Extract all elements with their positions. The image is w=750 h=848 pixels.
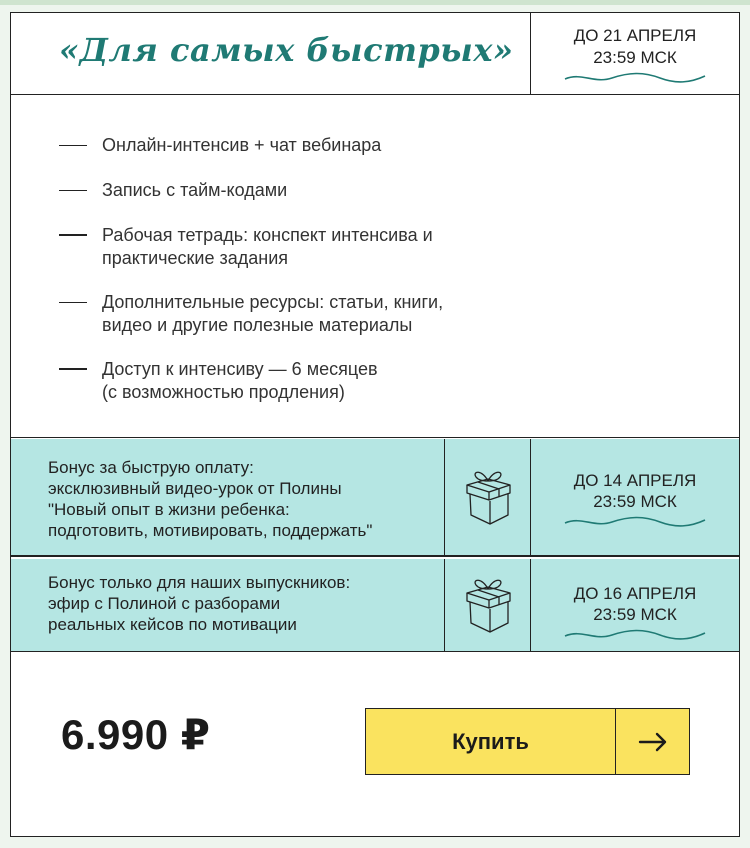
bonus-fast-payment [11,439,739,557]
deadline-date: ДО 14 АПРЕЛЯ [573,471,697,490]
feature-list [11,96,739,438]
feature-line: Дополнительные ресурсы: статьи, книги, [102,292,444,312]
tariff-title: «Для самых быстрых» [59,31,514,69]
bonus-gift-cell [444,559,530,651]
tariff-deadline [530,13,739,95]
deadline-time: 23:59 МСК [593,605,677,624]
deadline-time: 23:59 МСК [593,492,677,511]
wave-underline-icon [564,628,706,642]
dash-icon [59,368,87,370]
gift-icon [462,465,514,527]
bonus-line: реальных кейсов по мотивации [48,615,297,634]
dash-icon [59,234,87,236]
feature-line: (с возможностью продления) [102,382,345,402]
gift-icon [462,573,514,635]
bonus-line: эфир с Полиной с разборами [48,594,281,613]
bonus-text [48,457,448,541]
tariff-header [11,13,739,95]
feature-text [102,291,702,337]
deadline-date: ДО 21 АПРЕЛЯ [573,26,697,45]
wave-underline-icon [564,71,706,85]
bonus-line: подготовить, мотивировать, поддержать" [48,521,373,540]
bonus-line: Бонус за быструю оплату: [48,458,254,477]
bonus-deadline [530,439,739,555]
bonus-deadline [530,559,739,651]
feature-text [102,179,702,202]
feature-line: Рабочая тетрадь: конспект интенсива и [102,225,433,245]
wave-underline-icon [564,515,706,529]
dash-icon [59,145,87,146]
dash-icon [59,302,87,303]
feature-text [102,358,702,404]
bonus-line: "Новый опыт в жизни ребенка: [48,500,290,519]
tariff-card [10,12,740,837]
bonus-line: эксклюзивный видео-урок от Полины [48,479,342,498]
feature-line: Доступ к интенсиву — 6 месяцев [102,359,378,379]
bonus-graduates [11,559,739,652]
bonus-gift-cell [444,439,530,555]
bonus-text [48,572,448,635]
buy-button-label: Купить [452,729,529,754]
arrow-right-icon [638,732,668,752]
bonus-line: Бонус только для наших выпускников: [48,573,351,592]
deadline-time: 23:59 МСК [593,48,677,67]
top-strip [0,0,750,5]
feature-text [102,134,702,157]
buy-arrow-cell[interactable] [615,709,689,774]
feature-line: Онлайн-интенсив + чат вебинара [102,135,382,155]
price-value: 6.990 ₽ [61,711,211,758]
deadline-date: ДО 16 АПРЕЛЯ [573,584,697,603]
dash-icon [59,190,87,191]
feature-line: практические задания [102,248,288,268]
feature-line: Запись с тайм-кодами [102,180,288,200]
buy-button[interactable] [365,708,690,775]
feature-text [102,224,702,270]
feature-line: видео и другие полезные материалы [102,315,413,335]
